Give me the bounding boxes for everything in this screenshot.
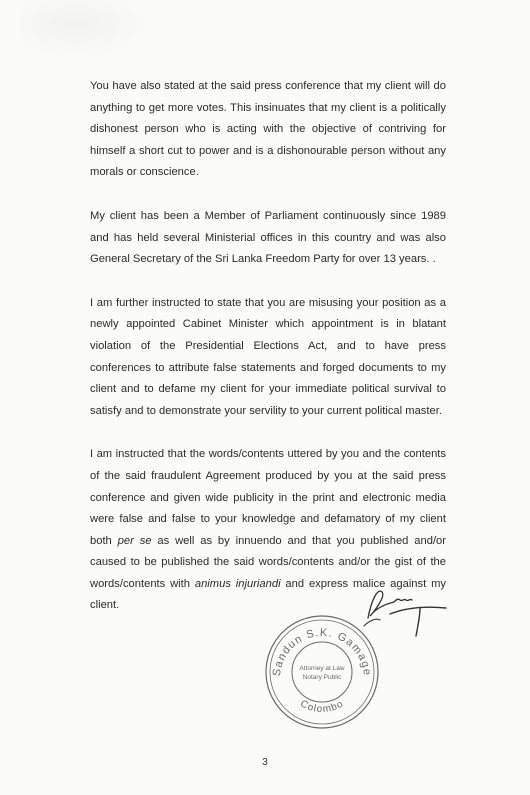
paragraph-4-text-c: and express malice against my client. <box>90 577 446 612</box>
paragraph-1-text: You have also stated at the said press conference that my client will do anything to get more votes. This insinuates that my client is a politically dishonest person who is acting with the objective of contriving for himself a short cut to power and is a dishonourable person without any morals or conscience. <box>90 80 446 179</box>
scan-smudge <box>20 0 160 60</box>
letter-body <box>90 76 446 639</box>
paragraph-4-italic-animus: animus injuriandi <box>194 577 281 590</box>
paragraph-4-italic-per-se: per se <box>117 534 152 547</box>
stamp-inner-line-1: Attorney at Law <box>299 665 345 672</box>
paragraph-2-text: My client has been a Member of Parliament continuously since 1989 and has held several Ministerial offices in this country and was also General Secretary of the Sri Lanka Freedom Party for over 13 years. . <box>90 209 446 266</box>
stamp-ring-text: Sandun S.K. Gamage <box>270 626 374 677</box>
page-number: 3 <box>262 757 268 768</box>
paragraph-1 <box>90 76 446 184</box>
paragraph-4-text-b: as well as by innuendo and that you published and/or caused to be published the said words/contents and/or the gist of the words/contents with <box>90 534 446 590</box>
paragraph-4-text-a: I am instructed that the words/contents uttered by you and the contents of the said fraudulent Agreement produced by you at the said press conference and given wide publicity in the print and electronic media were false and false to your knowledge and defamatory of my client both <box>90 448 446 547</box>
notary-stamp <box>262 612 382 732</box>
stamp-bottom-text: Colombo <box>298 698 346 716</box>
stamp-inner-line-2: Notary Public <box>302 674 342 681</box>
paragraph-2 <box>90 206 446 271</box>
paragraph-3-text: I am further instructed to state that you are misusing your position as a newly appointed Cabinet Minister which appointment is in blatant violation of the Presidential Elections Act, and to have press conferences to attribute false statements and forged documents to my client and to defame my client for your immediate political survival to satisfy and to demonstrate your servility to your current political master. <box>90 296 446 417</box>
paragraph-3 <box>90 293 446 423</box>
